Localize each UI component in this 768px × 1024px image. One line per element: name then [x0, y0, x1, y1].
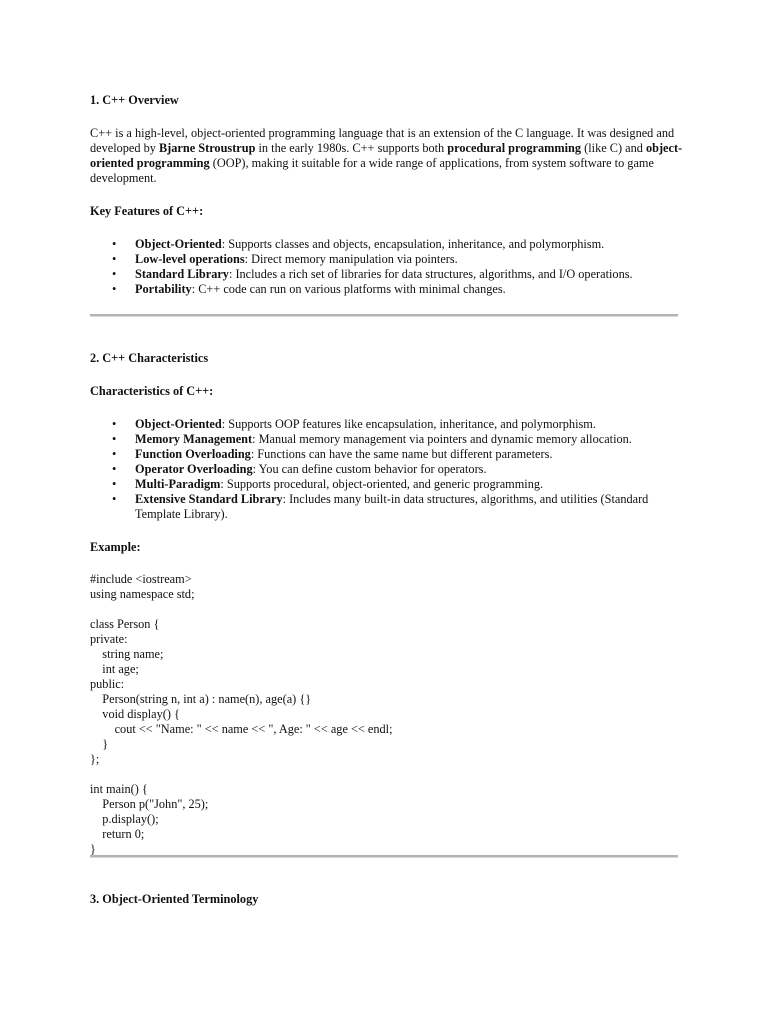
example-label: Example:: [90, 540, 141, 554]
list-item: [90, 237, 678, 252]
bullet-icon: •: [112, 447, 117, 461]
bullet-text: : C++ code can run on various platforms with minimal changes.: [191, 282, 506, 296]
section-1-heading: 1. C++ Overview: [90, 93, 179, 107]
intro-text: in the early 1980s. C++ supports both: [255, 141, 448, 155]
bullet-text: : You can define custom behavior for operators.: [252, 462, 487, 476]
bullet-term: Function Overloading: [135, 447, 251, 461]
bullet-icon: •: [112, 237, 117, 251]
list-item: [90, 267, 678, 282]
intro-text: (like C) and: [581, 141, 646, 155]
bullet-text: : Direct memory manipulation via pointers.: [244, 252, 458, 266]
bullet-icon: •: [112, 477, 117, 491]
intro-bold-procedural: procedural programming: [447, 141, 582, 155]
bullet-text: : Supports classes and objects, encapsulation, inheritance, and polymorphism.: [221, 237, 605, 251]
bullet-text: : Functions can have the same name but different parameters.: [250, 447, 553, 461]
characteristics-subheading: Characteristics of C++:: [90, 384, 214, 398]
bullet-text: : Includes many built-in data structures, algorithms, and utilities (Standard Template Library).: [135, 492, 649, 521]
list-item: [90, 447, 678, 462]
bullet-term: Extensive Standard Library: [135, 492, 283, 506]
key-features-subheading: Key Features of C++:: [90, 204, 204, 218]
bullet-term: Operator Overloading: [135, 462, 253, 476]
bullet-term: Standard Library: [135, 267, 229, 281]
bullet-term: Object-Oriented: [135, 237, 222, 251]
intro-bold-stroustrup: Bjarne Stroustrup: [158, 141, 256, 155]
section-1-intro-paragraph: [90, 126, 690, 186]
bullet-term: Portability: [135, 282, 192, 296]
bullet-term: Multi-Paradigm: [135, 477, 221, 491]
section-divider: [90, 855, 678, 858]
bullet-icon: •: [112, 267, 117, 281]
bullet-text: : Supports OOP features like encapsulation, inheritance, and polymorphism.: [221, 417, 596, 431]
intro-bold-oop: object-oriented programming: [90, 141, 683, 170]
intro-text: C++ is a high-level, object-oriented programming language that is an extension of the C language. It was designed and developed by: [90, 126, 675, 155]
section-3-heading: 3. Object-Oriented Terminology: [90, 892, 259, 906]
bullet-icon: •: [112, 417, 117, 431]
intro-text: (OOP), making it suitable for a wide range of applications, from system software to game development.: [90, 156, 654, 185]
bullet-icon: •: [112, 252, 117, 266]
list-item: [90, 477, 678, 492]
bullet-term: Low-level operations: [135, 252, 245, 266]
bullet-text: : Manual memory management via pointers and dynamic memory allocation.: [252, 432, 632, 446]
list-item: [90, 432, 678, 447]
list-item: [90, 417, 678, 432]
list-item: [90, 252, 678, 267]
bullet-term: Object-Oriented: [135, 417, 222, 431]
bullet-text: : Supports procedural, object-oriented, and generic programming.: [220, 477, 544, 491]
bullet-icon: •: [112, 462, 117, 476]
code-example: #include <iostream> using namespace std; class Person { private: string name; int age; public: Person(string n, int a) : name(n), age(a) {} void display() { cout << "Name: " << name << ", Age: " << age << endl; } }; int main() { Person p("John", 25); p.display(); return 0; }: [90, 572, 393, 856]
bullet-text: : Includes a rich set of libraries for data structures, algorithms, and I/O operations.: [228, 267, 633, 281]
bullet-term: Memory Management: [135, 432, 253, 446]
list-item: [90, 282, 678, 297]
list-item: [90, 492, 678, 522]
key-features-list: [90, 237, 678, 297]
bullet-icon: •: [112, 282, 117, 296]
bullet-icon: •: [112, 432, 117, 446]
section-2-heading: 2. C++ Characteristics: [90, 351, 209, 365]
list-item: [90, 462, 678, 477]
section-divider: [90, 314, 678, 317]
bullet-icon: •: [112, 492, 117, 506]
characteristics-list: [90, 417, 678, 522]
